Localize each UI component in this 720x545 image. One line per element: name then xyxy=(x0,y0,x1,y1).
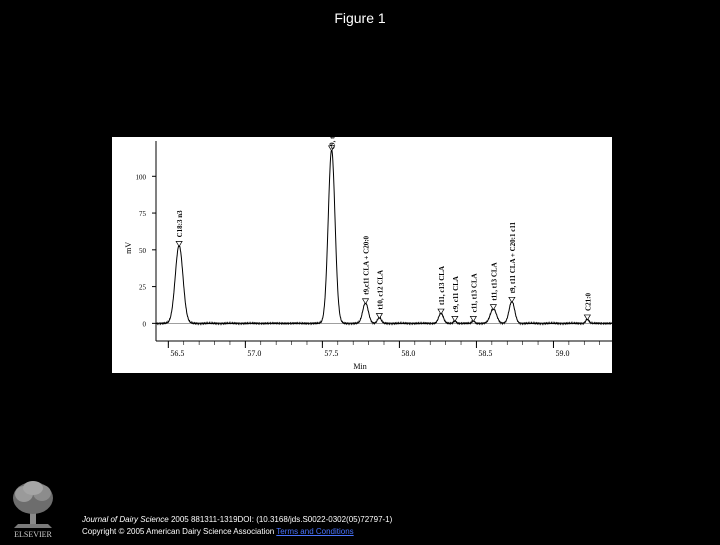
y-tick-label: 75 xyxy=(139,210,146,219)
peak-label: C18:3 n3 xyxy=(176,210,185,238)
y-tick-label: 25 xyxy=(139,283,146,292)
logo-text: ELSEVIER xyxy=(14,530,52,539)
peak-marker xyxy=(376,313,382,318)
x-tick-label: 57.0 xyxy=(247,349,262,358)
figure-title: Figure 1 xyxy=(334,10,386,26)
peak-marker xyxy=(509,297,515,302)
peak-label: c11, t13 CLA xyxy=(470,273,479,313)
y-axis-label: mV xyxy=(124,241,133,254)
peak-label: t11, t13 CLA xyxy=(490,262,499,301)
citation xyxy=(82,514,392,538)
x-tick-label: 57.5 xyxy=(324,349,339,358)
peak-marker xyxy=(584,315,590,320)
peak-label: c9, t11 + t8,c10 CLA xyxy=(328,88,337,149)
tree-logo-icon xyxy=(4,478,62,540)
citation-line-2 xyxy=(82,526,392,538)
citation-line-1 xyxy=(82,514,392,526)
peak-label: t9,c11 CLA + C20:0 xyxy=(362,235,371,295)
chart-svg xyxy=(112,88,612,373)
x-axis-label: Min xyxy=(353,362,367,371)
peak-marker xyxy=(363,299,369,304)
y-tick-label: 100 xyxy=(135,173,146,182)
chromatogram-chart xyxy=(112,88,612,373)
y-tick-label: 50 xyxy=(139,246,146,255)
x-tick-label: 56.5 xyxy=(170,349,185,358)
peak-label: c9, c11 CLA xyxy=(451,276,460,313)
peak-marker xyxy=(470,316,476,321)
peak-label: t9, t11 CLA + C20:1 c11 xyxy=(508,222,517,294)
y-tick-label: 0 xyxy=(142,320,146,329)
terms-link[interactable]: Terms and Conditions xyxy=(276,527,354,536)
peak-marker xyxy=(490,305,496,310)
x-tick-label: 59.0 xyxy=(555,349,570,358)
peak-label: t10, c12 CLA xyxy=(376,270,385,310)
x-tick-label: 58.0 xyxy=(401,349,416,358)
peak-label: t11, c13 CLA xyxy=(438,265,446,306)
peak-label: C21:0 xyxy=(584,293,593,311)
peak-marker xyxy=(452,316,458,321)
copyright-text: Copyright © 2005 American Dairy Science Association xyxy=(82,527,277,536)
elsevier-logo xyxy=(4,478,62,540)
peak-marker xyxy=(176,241,182,246)
peak-marker xyxy=(438,309,444,314)
journal-name: Journal of Dairy Science xyxy=(82,515,169,524)
x-tick-label: 58.5 xyxy=(478,349,493,358)
citation-details: 2005 881311-1319DOI: (10.3168/jds.S0022-0302(05)72797-1) xyxy=(168,515,393,524)
